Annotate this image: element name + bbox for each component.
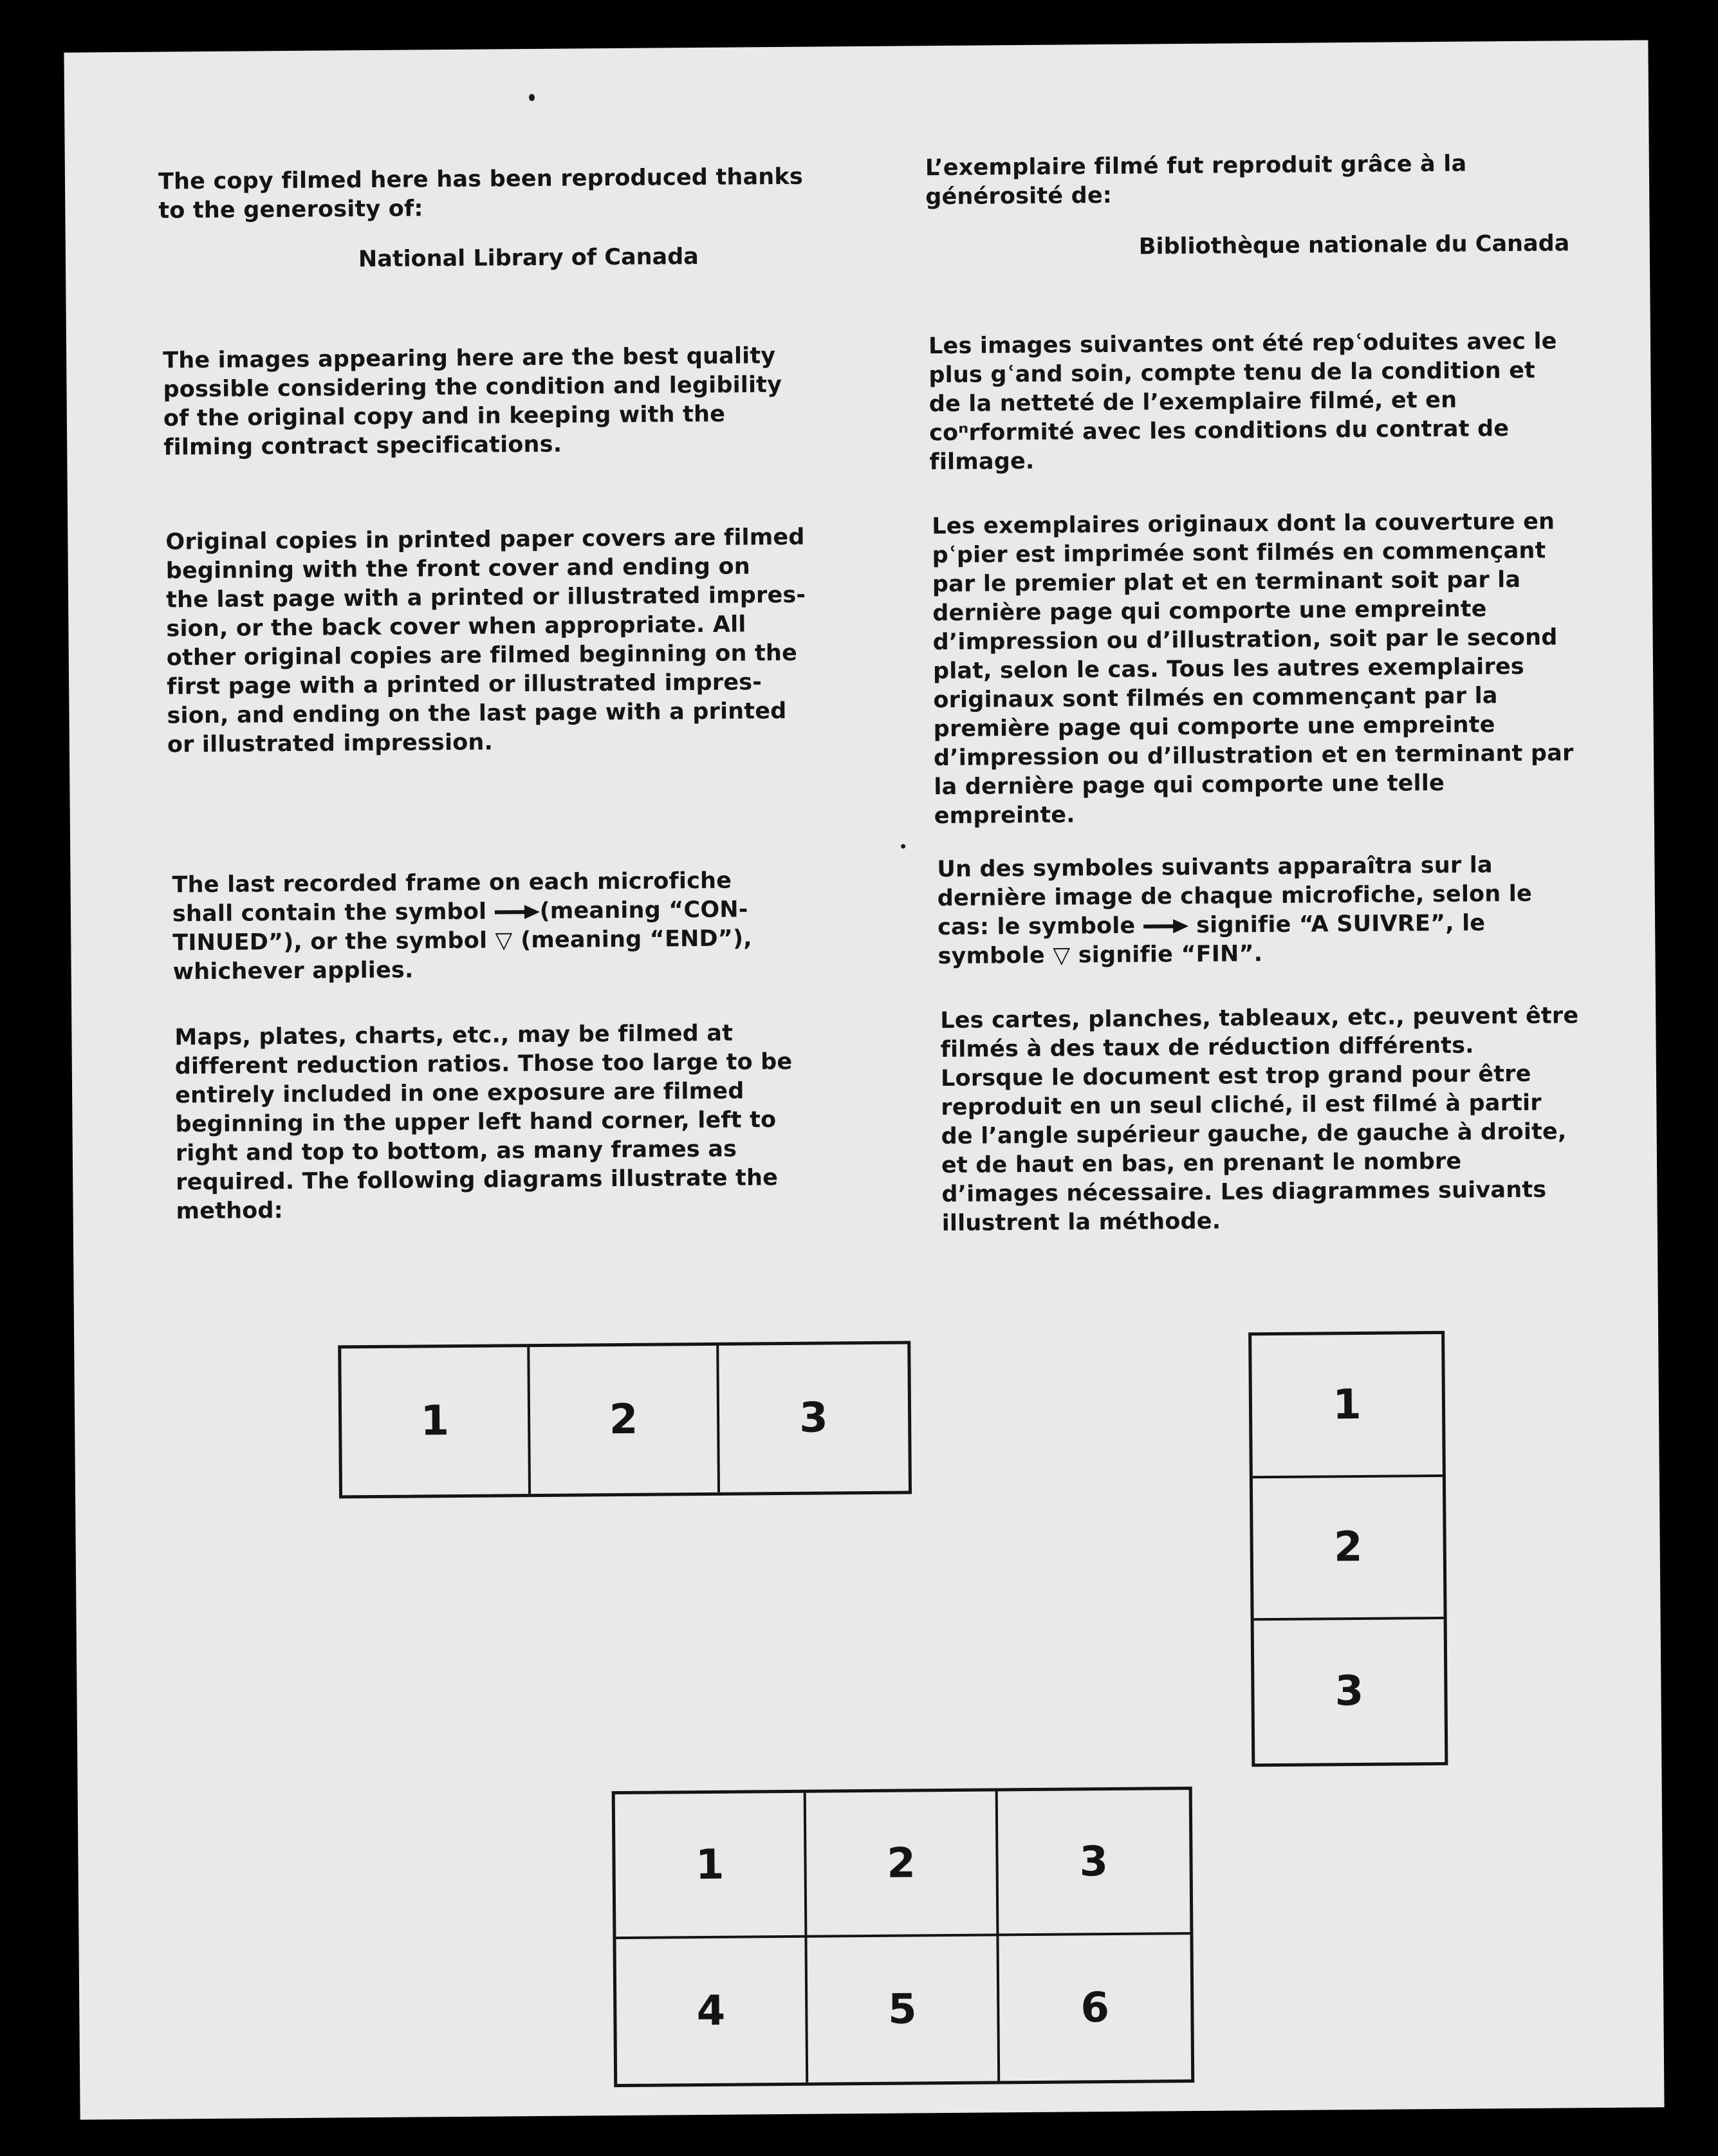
maps-text-en: Maps, plates, charts, etc., may be filmed at different reduction ratios. Those too large to be entirely included in one exposure are filmed beginning in the upper left hand corner, left to right and top to bottom, as many frames as required. The following diagrams illustrate the method: <box>174 1020 793 1225</box>
frame-cell: 2 <box>530 1346 720 1494</box>
end-triangle-icon: ▽ <box>495 927 513 954</box>
frame-cell: 1 <box>1252 1334 1443 1478</box>
document-page <box>64 40 1664 2119</box>
symbols-line: dernière image de chaque microfiche, selon le <box>937 880 1533 912</box>
continued-arrow-icon <box>495 905 540 920</box>
library-name-fr: Bibliothèque nationale du Canada <box>1138 230 1570 260</box>
symbols-line <box>172 924 752 958</box>
symbols-text-fragment: shall contain the symbol <box>172 898 495 927</box>
thanks-text-fr: L’exemplaire filmé fut reproduit grâce à la générosité de: <box>925 151 1467 210</box>
symbols-text-fragment: (meaning “CON- <box>539 897 748 924</box>
frame-cell: 1 <box>615 1793 808 1939</box>
vertical-frames-diagram <box>1248 1331 1448 1767</box>
frame-cell: 2 <box>1253 1477 1444 1621</box>
quality-text-fr: Les images suivantes ont été repʿoduites avec le plus gʿand soin, compte tenu de la condition et de la netteté de l’exemplaire filmé, et en coⁿrformité avec les conditions du contrat de filmage. <box>928 328 1557 476</box>
symbols-text-fragment: (meaning “END”), <box>512 925 752 954</box>
frame-cell: 2 <box>806 1791 999 1937</box>
symbols-text-fragment: TINUED”), or the symbol <box>172 927 495 956</box>
symbols-text-fragment: signifie “FIN”. <box>1070 941 1263 969</box>
library-name-en: National Library of Canada <box>358 243 699 273</box>
frame-cell: 3 <box>1335 1668 1364 1716</box>
originals-text-fr: Les exemplaires originaux dont la couverture en pʿpier est imprimée sont filmés en commençant par le premier plat et en terminant soit par la dernière page qui comporte une empreinte d’impression ou d’illustration, soit par le second plat, selon le cas. Tous les autres exemplaires originaux sont filmés en commençant par la première page qui comporte une empreinte d’impression ou d’illustration et en terminant par la dernière page qui comporte une telle empreinte. <box>932 508 1574 830</box>
film-speck <box>529 94 535 101</box>
symbols-text-en <box>172 866 752 987</box>
symbols-line: The last recorded frame on each microfiche <box>172 868 732 898</box>
frame-cell: 3 <box>997 1790 1190 1936</box>
symbols-text-fragment: symbole <box>938 942 1053 970</box>
frame-cell: 4 <box>616 1938 808 2084</box>
symbols-line: whichever applies. <box>172 957 414 985</box>
symbols-line <box>938 938 1533 971</box>
originals-text-en: Original copies in printed paper covers are filmed beginning with the front cover and ending on the last page with a printed or illustrated impres- sion, or the back cover when appropriate. All other original copies are filmed beginning on the first page with a printed or illustrated impres- sion, and ending on the last page with a printed or illustrated impression. <box>165 524 806 758</box>
continued-arrow-icon <box>1143 919 1188 934</box>
quality-text-en: The images appearing here are the best quality possible considering the condition and legibility of the original copy and in keeping with the filming contract specifications. <box>163 343 782 461</box>
horizontal-frames-diagram <box>338 1341 912 1498</box>
film-speck <box>901 844 905 848</box>
frame-cell: 1 <box>341 1347 531 1495</box>
maps-text-fr: Les cartes, planches, tableaux, etc., peuvent être filmés à des taux de réduction différents. Lorsque le document est trop grand pour être reproduit en un seul cliché, il est filmé à partir de l’angle supérieur gauche, de gauche à droite, et de haut en bas, en prenant le nombre d’images nécessaire. Les diagrammes suivants illustrent la méthode. <box>940 1003 1579 1237</box>
symbols-text-fragment: signifie “A SUIVRE”, le <box>1188 910 1486 939</box>
symbols-line <box>938 909 1533 942</box>
symbols-text-fr <box>937 851 1533 971</box>
symbols-text-fragment: cas: le symbole <box>937 913 1143 941</box>
end-triangle-icon: ▽ <box>1053 942 1071 969</box>
frame-cell: 5 <box>808 1936 1000 2082</box>
symbols-line <box>172 895 752 929</box>
symbols-line: Un des symboles suivants apparaîtra sur la <box>937 852 1493 883</box>
thanks-text-en: The copy filmed here has been reproduced thanks to the generosity of: <box>158 163 804 224</box>
frame-cell: 6 <box>1080 1984 1110 2032</box>
grid-frames-diagram <box>612 1787 1195 2087</box>
frame-cell: 3 <box>799 1394 829 1442</box>
